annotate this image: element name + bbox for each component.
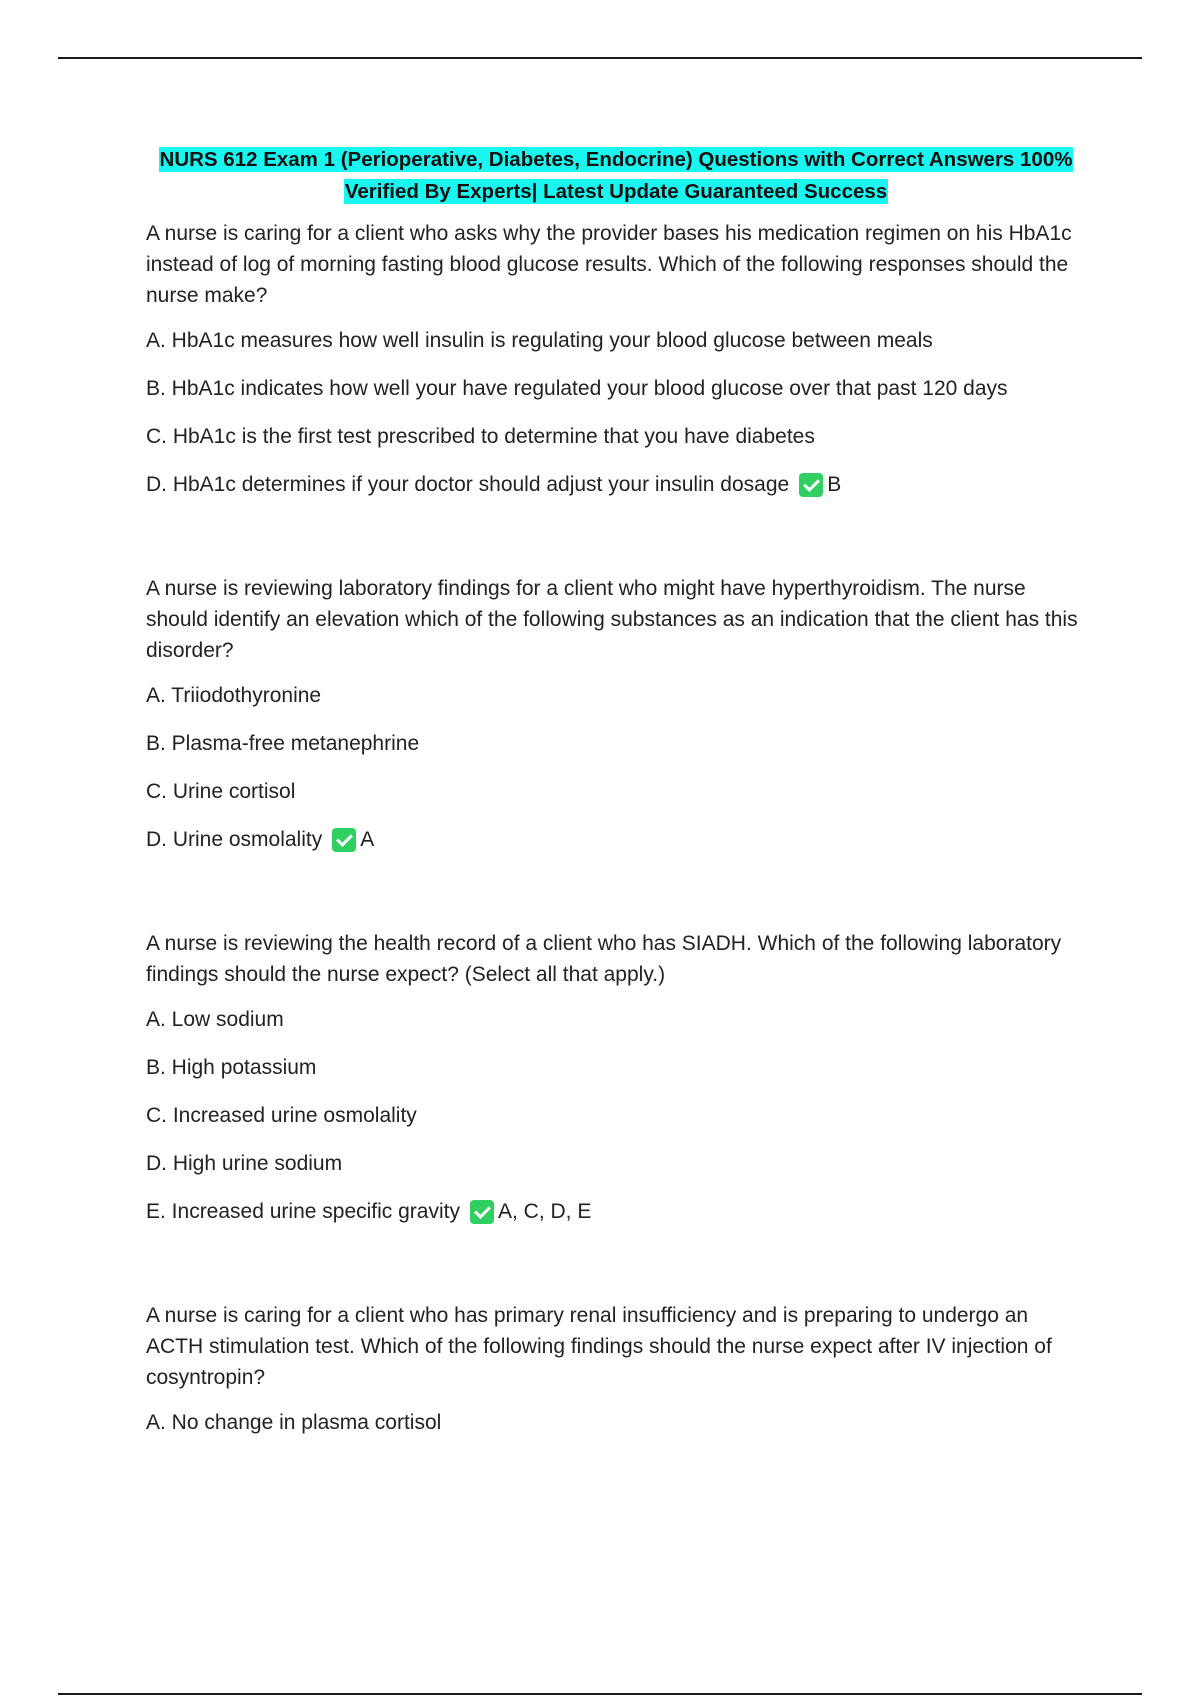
question-2-text: A nurse is reviewing laboratory findings for a client who might have hyperthyroidism. The nurse should identify an elevation which of the following substances as an indication that the client has this disorder? — [146, 577, 1078, 662]
question-1 — [146, 218, 1086, 499]
question-1-answer: B — [827, 473, 842, 496]
question-3-text: A nurse is reviewing the health record of a client who has SIADH. Which of the following laboratory findings should the nurse expect? (Select all that apply.) — [146, 932, 1062, 986]
bottom-rule — [58, 1693, 1142, 1695]
check-mark-icon — [799, 473, 823, 497]
question-3 — [146, 928, 1086, 1226]
check-mark-icon — [470, 1200, 494, 1224]
question-3-answer: A, C, D, E — [497, 1200, 592, 1223]
question-2-option-a: A. Triiodothyronine — [146, 684, 322, 707]
question-2 — [146, 573, 1086, 854]
question-3-option-c: C. Increased urine osmolality — [146, 1104, 417, 1127]
question-4-text: A nurse is caring for a client who has primary renal insufficiency and is preparing to undergo an ACTH stimulation test. Which of the following findings should the nurse expect after IV injection of cosyntropin? — [146, 1304, 1052, 1389]
question-4-option-a: A. No change in plasma cortisol — [146, 1411, 442, 1434]
title-line-1: NURS 612 Exam 1 (Perioperative, Diabetes, Endocrine) Questions with Correct Answers 100% — [159, 148, 1073, 171]
title-line-2: Verified By Experts| Latest Update Guaranteed Success — [344, 180, 888, 203]
question-1-option-a: A. HbA1c measures how well insulin is regulating your blood glucose between meals — [146, 329, 933, 352]
question-1-option-d: D. HbA1c determines if your doctor should adjust your insulin dosage B — [146, 471, 1086, 499]
document-title — [146, 144, 1086, 208]
check-mark-icon — [332, 828, 356, 852]
question-3-option-d: D. High urine sodium — [146, 1152, 343, 1175]
question-1-option-b: B. HbA1c indicates how well your have regulated your blood glucose over that past 120 days — [146, 377, 1008, 400]
question-2-option-c: C. Urine cortisol — [146, 780, 296, 803]
question-2-option-b: B. Plasma-free metanephrine — [146, 732, 420, 755]
question-1-text: A nurse is caring for a client who asks why the provider bases his medication regimen on his HbA1c instead of log of morning fasting blood glucose results. Which of the following responses should the nurse make? — [146, 222, 1072, 307]
top-rule — [58, 57, 1142, 59]
question-2-option-d: D. Urine osmolality A — [146, 826, 1086, 854]
question-3-option-a: A. Low sodium — [146, 1008, 284, 1031]
question-2-answer: A — [360, 828, 375, 851]
question-4 — [146, 1300, 1086, 1437]
document-body — [146, 144, 1086, 1457]
question-1-option-c: C. HbA1c is the first test prescribed to determine that you have diabetes — [146, 425, 815, 448]
question-3-option-b: B. High potassium — [146, 1056, 317, 1079]
question-3-option-e: E. Increased urine specific gravity A, C, D, E — [146, 1198, 1086, 1226]
